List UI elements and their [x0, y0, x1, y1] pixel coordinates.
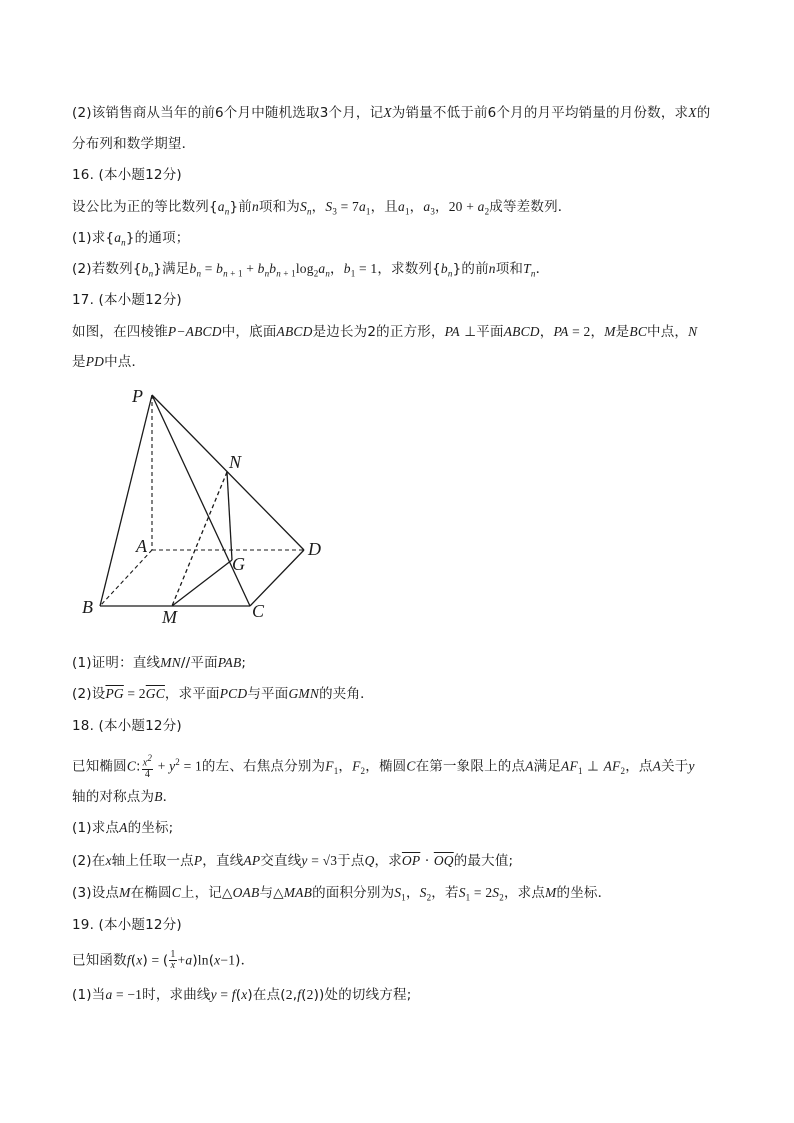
label-N: N — [229, 452, 242, 472]
question-17-stem: 如图，在四棱锥P−ABCD中，底面ABCD是边长为2的正方形，PA ⊥平面ABCD，PA = 2，M是BC中点，N — [72, 324, 698, 340]
edge-PC — [152, 395, 250, 606]
question-17-stem-cont: 是PD中点． — [72, 354, 146, 370]
label-B: B — [82, 597, 93, 617]
question-19-stem: 已知函数f(x) = ( $\frac{1}{x}$ +a)ln(x−1)． — [72, 949, 255, 971]
question-16-stem: 设公比为正的等比数列$\{a_n\}$前n项和为$S_n$，$S_3 = 7a_1$，且$a_1$，$a_3$，$20 + a_2$成等差数列． — [72, 199, 572, 217]
question-17-header: 17. (本小题12分) — [72, 292, 182, 308]
question-18-part3: (3)设点M在椭圆C上，记△OAB与△MAB的面积分别为$S_1$，$S_2$，若$S_1 = 2S_2$，求点M的坐标． — [72, 885, 612, 903]
question-18-part1: (1)求点A的坐标; — [72, 820, 174, 836]
label-M: M — [162, 607, 177, 627]
question-16-part1: (1)求$\{a_n\}$的通项； — [72, 230, 190, 248]
edge-CD — [250, 550, 304, 606]
question-18-part2: (2)在x轴上任取一点P，直线AP交直线y = √3于点Q，求$\overline{OP} \cdot \overline{OQ}$的最大值; — [72, 853, 514, 869]
edge-AB — [100, 550, 152, 606]
question-15-part2: (2)该销售商从当年的前6个月中随机选取3个月，记X为销量不低于前6个月的月平均销量的月份数，求X的 — [72, 105, 711, 121]
question-16-part2: (2)若数列$\{b_n\}$满足$b_n = b_n$ $_{+ 1} + b_nb_n$ $_{+ 1}\log_2a_n$，$b_1 = 1$，求数列$\{b_n\}$的前n项和$T_n$． — [72, 261, 550, 279]
question-18-header: 18. (本小题12分) — [72, 718, 182, 734]
edge-PB — [100, 395, 152, 606]
label-G: G — [232, 554, 245, 574]
segment-NG — [227, 472, 232, 560]
label-P: P — [132, 386, 143, 406]
question-17-part1: (1)证明：直线MN//平面PAB; — [72, 655, 247, 671]
label-D: D — [308, 539, 321, 559]
question-18-stem: 已知椭圆C: $\frac{x^2}{4}$ + $y^2 = 1$的左、右焦点分别为$F_1$，$F_2$，椭圆C在第一象限上的点A满足$AF_1$ ⊥ $AF_2$，点A关于y — [72, 753, 695, 780]
question-19-part1: (1)当a = −1时，求曲线y = f(x)在点(2,f(2))处的切线方程; — [72, 987, 412, 1003]
label-A: A — [136, 536, 147, 556]
question-15-part2-cont: 分布列和数学期望． — [72, 136, 196, 152]
question-19-header: 19. (本小题12分) — [72, 917, 182, 933]
question-17-part2: (2)设$\overline{PG} = 2\overline{GC}$，求平面PCD与平面GMN的夹角． — [72, 686, 374, 702]
edge-PD — [152, 395, 304, 550]
label-C: C — [252, 601, 265, 621]
question-16-header: 16. (本小题12分) — [72, 167, 182, 183]
pyramid-figure — [72, 380, 342, 630]
question-18-stem-cont: 轴的对称点为B． — [72, 789, 177, 805]
